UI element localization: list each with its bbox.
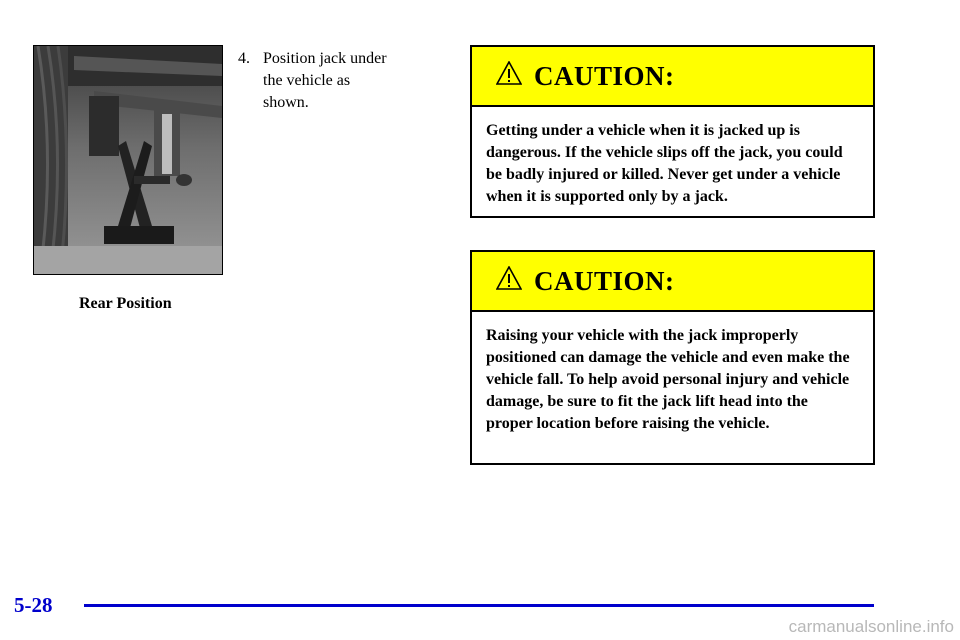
caution-title: CAUTION: [534, 266, 675, 296]
step-4 [238, 48, 438, 114]
page-number: 5-28 [14, 593, 53, 617]
jack-under-vehicle-illustration [34, 46, 222, 274]
step-number: 4. [238, 50, 250, 67]
jack-photo [33, 45, 223, 275]
caution-header [472, 47, 873, 107]
caution-box-2 [470, 250, 875, 465]
warning-triangle-icon [496, 61, 522, 85]
warning-triangle-icon [496, 266, 522, 290]
watermark: carmanualsonline.info [788, 617, 954, 636]
caution-text: Raising your vehicle with the jack improperly positioned can damage the vehicle and even make the vehicle fall. To help avoid personal injury and vehicle damage, be sure to fit the jack lift head into the proper location before raising the vehicle. [486, 327, 850, 432]
caution-title: CAUTION: [534, 61, 675, 91]
footer-rule [84, 604, 874, 607]
caution-header [472, 252, 873, 312]
caution-box-1 [470, 45, 875, 218]
step-text: Position jack under the vehicle as shown. [263, 50, 387, 111]
caution-text: Getting under a vehicle when it is jacked up is dangerous. If the vehicle slips off the jack, you could be badly injured or killed. Never get under a vehicle when it is supported only by a jack. [486, 122, 843, 205]
figure-caption: Rear Position [79, 295, 172, 312]
